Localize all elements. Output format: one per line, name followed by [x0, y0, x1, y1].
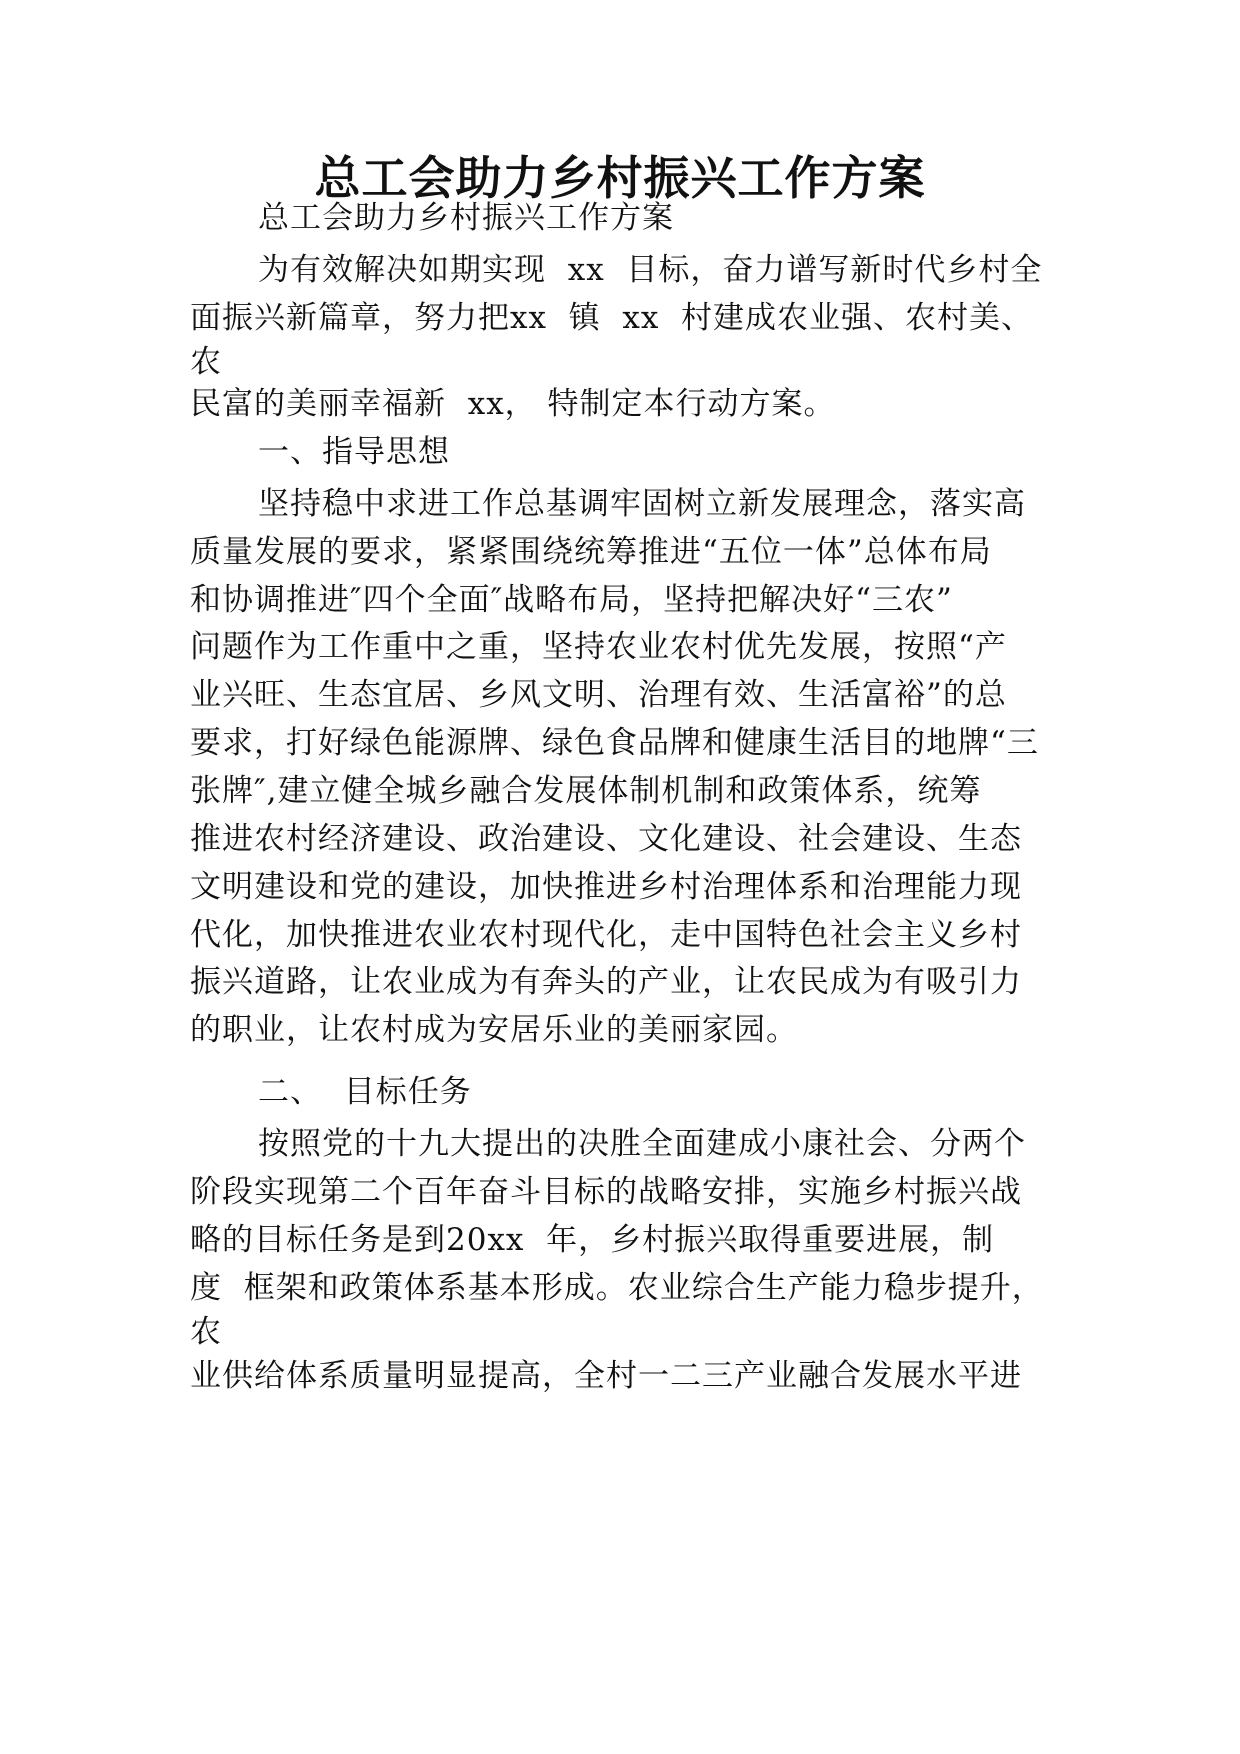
paragraph-line: 推进农村经济建设、政治建设、文化建设、社会建设、生态	[190, 821, 1022, 857]
paragraph-line: 和协调推进″四个全面″战略布局，坚持把解决好“三农”	[190, 582, 953, 618]
paragraph-line: 阶段实现第二个百年奋斗目标的战略安排，实施乡村振兴战	[190, 1174, 1022, 1210]
paragraph-line: 问题作为工作重中之重，坚持农业农村优先发展，按照“产	[190, 629, 1007, 665]
paragraph-line: 质量发展的要求，紧紧围绕统筹推进“五位一体”总体布局	[190, 534, 992, 570]
paragraph-line: 略的目标任务是到20xx 年，乡村振兴取得重要进展，制	[190, 1222, 995, 1258]
paragraph-line: 代化，加快推进农业农村现代化，走中国特色社会主义乡村	[190, 917, 1022, 953]
section-heading-1: 一、指导思想	[258, 434, 450, 470]
intro-line: 面振兴新篇章，努力把xx 镇 xx 村建成农业强、农村美、	[190, 300, 1034, 336]
paragraph-line: 度 框架和政策体系基本形成。农业综合生产能力稳步提升，	[190, 1270, 1044, 1306]
paragraph-line: 业兴旺、生态宜居、乡风文明、治理有效、生活富裕”的总	[190, 677, 1007, 713]
paragraph-line: 张牌″,建立健全城乡融合发展体制机制和政策体系，统筹	[190, 773, 982, 809]
document-subtitle: 总工会助力乡村振兴工作方案	[258, 200, 674, 236]
section-heading-2: 二、 目标任务	[258, 1074, 472, 1110]
paragraph-line: 的职业，让农村成为安居乐业的美丽家园。	[190, 1012, 798, 1048]
paragraph-line: 坚持稳中求进工作总基调牢固树立新发展理念，落实高	[258, 486, 1026, 522]
document-title: 总工会助力乡村振兴工作方案	[314, 151, 926, 205]
paragraph-line: 文明建设和党的建设，加快推进乡村治理体系和治理能力现	[190, 869, 1022, 905]
paragraph-line: 业供给体系质量明显提高，全村一二三产业融合发展水平进	[190, 1358, 1022, 1394]
intro-line: 为有效解决如期实现 xx 目标，奋力谱写新时代乡村全	[258, 252, 1043, 288]
intro-line: 农	[190, 344, 222, 380]
intro-line: 民富的美丽幸福新 xx， 特制定本行动方案。	[190, 386, 836, 422]
paragraph-line: 要求，打好绿色能源牌、绿色食品牌和健康生活目的地牌“三	[190, 725, 1039, 761]
paragraph-line: 按照党的十九大提出的决胜全面建成小康社会、分两个	[258, 1126, 1026, 1162]
paragraph-line: 振兴道路，让农业成为有奔头的产业，让农民成为有吸引力	[190, 964, 1022, 1000]
paragraph-line: 农	[190, 1314, 222, 1350]
